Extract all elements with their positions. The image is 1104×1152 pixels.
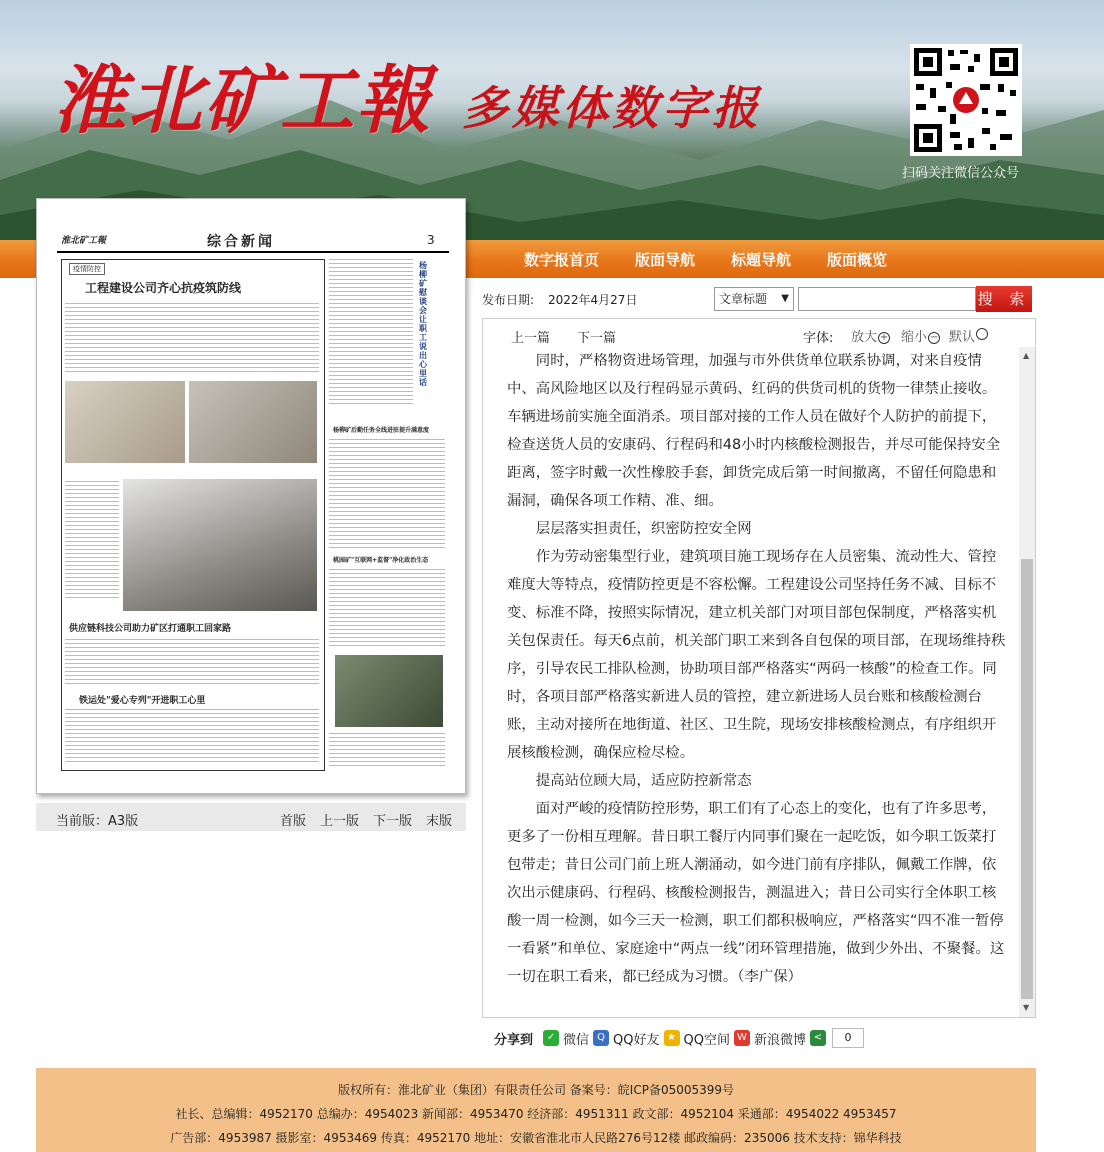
nav-home[interactable]: 数字报首页 xyxy=(524,251,600,269)
scroll-thumb[interactable] xyxy=(1021,559,1033,999)
paper-tag: 疫情防控 xyxy=(69,263,105,275)
circle-icon xyxy=(976,328,988,340)
paper-headline-bottom-1: 供应链科技公司助力矿区打通职工回家路 xyxy=(69,624,232,634)
nav-page-navigation[interactable]: 版面导航 xyxy=(635,251,696,269)
paper-photo-2 xyxy=(189,381,317,463)
main-nav xyxy=(524,249,887,270)
first-page-link[interactable]: 首版 xyxy=(280,814,307,829)
footer-address: 广告部：4953987 摄影室：4953469 传真：4952170 地址：安徽省淮北市人民路276号12楼 邮政编码：235006 技术支持：锦华科技 xyxy=(170,1131,902,1145)
scroll-down-icon[interactable]: ▼ xyxy=(1023,1003,1030,1012)
paper-section-title: 综合新闻 xyxy=(207,234,275,250)
current-page-label: 当前版：A3版 xyxy=(56,814,139,829)
newspaper-page-image[interactable] xyxy=(36,198,466,794)
nav-title-navigation[interactable]: 标题导航 xyxy=(731,251,792,269)
minus-icon: − xyxy=(929,332,939,343)
next-article-link[interactable]: 下一篇 xyxy=(577,331,617,346)
zoom-out-label: 缩小 xyxy=(901,330,928,345)
paper-text-block-6 xyxy=(329,569,445,649)
search-bar xyxy=(482,286,1036,312)
paper-caption-block xyxy=(65,481,119,601)
footer-contacts: 社长、总编辑：4952170 总编办：4954023 新闻部：4953470 经济部：4951311 政文部：4952104 采通部：4954022 4953457 xyxy=(175,1107,897,1121)
paper-text-block-3 xyxy=(65,709,319,763)
article-body xyxy=(507,347,1007,991)
share-icon[interactable]: < xyxy=(810,1030,826,1046)
article-panel xyxy=(482,318,1036,1018)
paper-text-block xyxy=(65,303,319,375)
share-qzone[interactable]: QQ空间 xyxy=(683,1032,730,1048)
page-navigation-bar xyxy=(36,803,466,831)
last-page-link[interactable]: 末版 xyxy=(426,814,453,829)
zoom-out-button[interactable] xyxy=(901,326,940,345)
article-paragraph: 作为劳动密集型行业，建筑项目施工现场存在人员密集、流动性大、管控难度大等特点，疫情防控更是不容松懈。工程建设公司坚持任务不减、目标不变、标准不降，按照实际情况，建立机关部门对项目部包保制度，严格落实机关包保责任。每天6点前，机关部门职工来到各自包保的项目部，在现场维持秩序，引导农民工排队检测，协助项目部严格落实“两码一核酸”的检查工作。同时，各项目部严格落实新进人员的管控，建立新进场人员台账和核酸检测台账，主动对接所在地街道、社区、卫生院，现场安排核酸检测点，有序组织开展核酸检测，确保应检尽检。 xyxy=(507,549,1006,761)
zoom-in-button[interactable] xyxy=(851,326,890,345)
article-paragraph: 同时，严格物资进场管理，加强与市外供货单位联系协调，对来自疫情中、高风险地区以及行程码显示黄码、红码的供货司机的货物一律禁止接收。车辆进场前实施全面消杀。项目部对接的工作人员在做好个人防护的前提下，检查送货人员的安康码、行程码和48小时内核酸检测报告，并尽可能保持安全距离，签字时戴一次性橡胶手套，卸货完成后第一时间撤离，不留任何隐患和漏洞，确保各项工作精、准、细。 xyxy=(507,353,1001,509)
article-subheading: 层层落实担责任，织密防控安全网 xyxy=(535,521,752,537)
article-subheading: 提高站位顾大局，适应防控新常态 xyxy=(535,773,752,789)
reset-label: 默认 xyxy=(949,330,976,345)
prev-article-link[interactable]: 上一篇 xyxy=(511,331,551,346)
paper-headline-mid-2: 桃园矿"互联网+监督"净化政治生态 xyxy=(333,557,429,564)
site-footer xyxy=(36,1068,1036,1152)
qr-caption: 扫码关注微信公众号 xyxy=(902,166,1020,181)
zoom-in-label: 放大 xyxy=(851,330,878,345)
weibo-icon[interactable]: W xyxy=(734,1030,750,1046)
paper-photo-1 xyxy=(65,381,185,463)
qzone-icon[interactable]: ★ xyxy=(664,1030,680,1046)
paper-page-number: 3 xyxy=(427,233,435,247)
nav-page-overview[interactable]: 版面概览 xyxy=(827,251,888,269)
share-label: 分享到 xyxy=(494,1032,534,1048)
article-scrollbar[interactable] xyxy=(1019,347,1035,1017)
paper-text-block-7 xyxy=(329,733,445,767)
font-size-label: 字体: xyxy=(803,331,834,346)
share-weibo[interactable]: 新浪微博 xyxy=(753,1032,806,1048)
prev-page-link[interactable]: 上一版 xyxy=(320,814,360,829)
search-type-select[interactable] xyxy=(714,287,794,311)
logo-title: 淮北矿工報 xyxy=(52,58,432,144)
search-type-value: 文章标题 xyxy=(719,292,768,306)
publish-date-label: 发布日期: xyxy=(482,293,535,307)
plus-icon: + xyxy=(879,332,889,343)
paper-headline-mid-1: 杨柳矿后勤任务全线进驻提升满意度 xyxy=(333,427,430,434)
wechat-icon[interactable]: ✓ xyxy=(543,1030,559,1046)
share-qq-friends[interactable]: QQ好友 xyxy=(613,1032,660,1048)
search-button[interactable]: 搜 索 xyxy=(976,286,1032,312)
paper-text-block-2 xyxy=(65,639,319,685)
qq-icon[interactable]: Q xyxy=(593,1030,609,1046)
share-wechat[interactable]: 微信 xyxy=(563,1032,590,1048)
paper-headline-right: 杨柳矿慰谈会让职工说出心里话 xyxy=(419,260,427,387)
paper-text-block-4 xyxy=(329,259,413,405)
reset-font-button[interactable] xyxy=(949,326,988,345)
share-count: 0 xyxy=(832,1028,864,1048)
paper-headline-bottom-2: 铁运处"爱心专列"开进职工心里 xyxy=(79,696,206,706)
paper-text-block-5 xyxy=(329,439,445,549)
footer-copyright: 版权所有：淮北矿业（集团）有限责任公司 备案号：皖ICP备05005399号 xyxy=(337,1083,735,1097)
paper-masthead: 淮北矿工報 xyxy=(61,236,107,246)
next-page-link[interactable]: 下一版 xyxy=(373,814,413,829)
paper-photo-4 xyxy=(335,655,443,727)
paper-headline-main: 工程建设公司齐心抗疫筑防线 xyxy=(85,281,242,295)
logo-subtitle: 多媒体数字报 xyxy=(462,81,762,135)
paper-photo-3 xyxy=(123,479,317,611)
share-bar xyxy=(494,1028,864,1048)
article-paragraph: 面对严峻的疫情防控形势，职工们有了心态上的变化，也有了许多思考，更多了一份相互理解。昔日职工餐厅内同事们聚在一起吃饭，如今职工饭菜打包带走；昔日公司门前上班人潮涌动，如今进门前有序排队，佩戴工作牌，依次出示健康码、行程码、核酸检测报告，测温进入；昔日公司实行全体职工核酸一周一检测，如今三天一检测，职工们都积极响应，严格落实“四不准一暂停一看紧”和单位、家庭途中“两点一线”闭环管理措施，做到少外出、不聚餐。这一切在职工看来，都已经成为习惯。（李广保） xyxy=(507,801,1005,985)
search-input[interactable] xyxy=(798,287,976,311)
article-toolbar xyxy=(483,319,1035,345)
chevron-down-icon: ▼ xyxy=(781,293,789,304)
publish-date-value: 2022年4月27日 xyxy=(548,293,638,307)
qr-code-icon xyxy=(910,44,1022,156)
paper-rule xyxy=(57,251,449,253)
scroll-up-icon[interactable]: ▲ xyxy=(1023,351,1030,360)
